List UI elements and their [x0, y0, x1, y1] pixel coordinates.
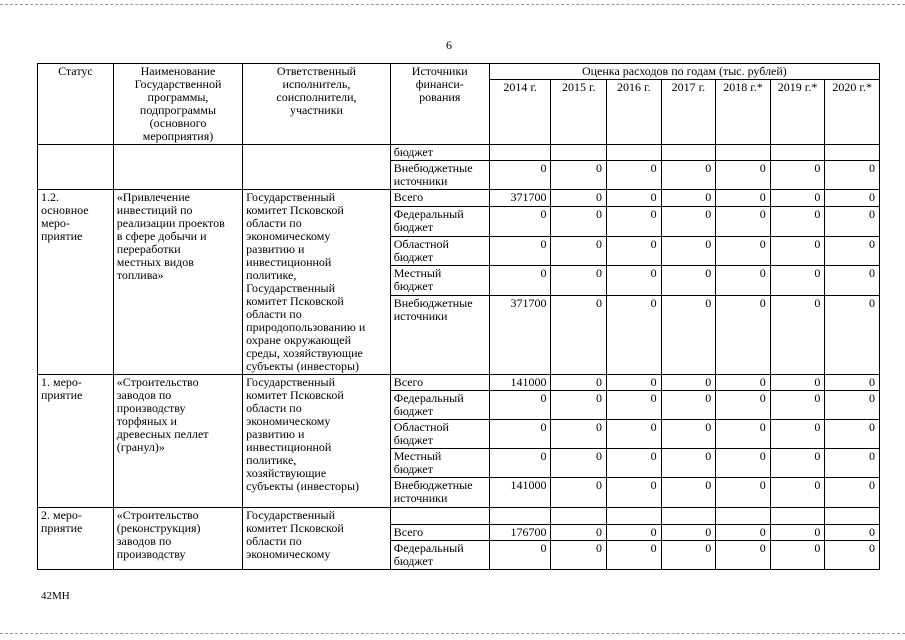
value-cell: 0 — [716, 266, 771, 296]
value-cell — [825, 508, 880, 525]
value-cell: 0 — [716, 161, 771, 190]
value-cell: 176700 — [489, 525, 551, 541]
value-cell: 0 — [551, 296, 607, 375]
source-cell: Всего — [390, 375, 489, 391]
value-cell: 0 — [770, 161, 825, 190]
value-cell: 0 — [607, 375, 662, 391]
value-cell: 0 — [825, 449, 880, 478]
value-cell: 0 — [661, 420, 716, 449]
table-body — [38, 145, 880, 570]
value-cell: 0 — [825, 375, 880, 391]
table-row — [38, 190, 880, 207]
source-cell: Областной бюджет — [390, 420, 489, 449]
value-cell — [661, 145, 716, 161]
status-cell — [38, 145, 114, 190]
value-cell: 0 — [716, 206, 771, 236]
value-cell — [770, 508, 825, 525]
value-cell — [489, 508, 551, 525]
value-cell: 0 — [551, 541, 607, 570]
header-year: 2014 г. — [489, 80, 551, 145]
value-cell: 0 — [489, 266, 551, 296]
value-cell: 0 — [661, 266, 716, 296]
table-header — [38, 64, 880, 145]
source-cell: Областной бюджет — [390, 236, 489, 266]
scan-edge-bottom — [0, 633, 905, 634]
source-cell: Федеральный бюджет — [390, 541, 489, 570]
responsible-cell: Государственный комитет Псковской области по экономическому развитию и инвестиционной политике, хозяйствующие субъекты (инвесторы) — [243, 375, 391, 508]
value-cell: 0 — [551, 236, 607, 266]
name-cell: «Строительство (реконструкция) заводов по производству — [113, 508, 242, 570]
responsible-cell — [243, 145, 391, 190]
value-cell: 141000 — [489, 375, 551, 391]
header-year: 2017 г. — [661, 80, 716, 145]
value-cell: 0 — [825, 266, 880, 296]
value-cell — [607, 145, 662, 161]
value-cell: 0 — [825, 525, 880, 541]
value-cell: 0 — [716, 391, 771, 420]
value-cell — [825, 145, 880, 161]
value-cell — [607, 508, 662, 525]
value-cell: 0 — [551, 420, 607, 449]
source-cell: Всего — [390, 190, 489, 207]
value-cell: 0 — [661, 449, 716, 478]
value-cell: 0 — [489, 391, 551, 420]
value-cell: 0 — [607, 541, 662, 570]
value-cell: 0 — [825, 296, 880, 375]
value-cell: 0 — [770, 296, 825, 375]
value-cell: 0 — [770, 206, 825, 236]
value-cell: 0 — [661, 525, 716, 541]
header-year: 2018 г.* — [716, 80, 771, 145]
value-cell: 0 — [551, 161, 607, 190]
value-cell: 0 — [716, 420, 771, 449]
value-cell: 0 — [661, 391, 716, 420]
table-row — [38, 375, 880, 391]
value-cell: 0 — [661, 375, 716, 391]
value-cell: 0 — [825, 541, 880, 570]
name-cell: «Привлечение инвестиций по реализации проектов в сфере добычи и переработки местных видов топлива» — [113, 190, 242, 375]
value-cell: 0 — [489, 541, 551, 570]
value-cell — [551, 508, 607, 525]
value-cell: 0 — [770, 420, 825, 449]
header-costs: Оценка расходов по годам (тыс. рублей) — [489, 64, 879, 80]
expenses-table — [37, 63, 880, 570]
value-cell: 0 — [716, 541, 771, 570]
header-year: 2020 г.* — [825, 80, 880, 145]
value-cell: 0 — [607, 266, 662, 296]
value-cell: 0 — [607, 206, 662, 236]
source-cell: Местный бюджет — [390, 266, 489, 296]
value-cell — [716, 508, 771, 525]
value-cell: 0 — [607, 161, 662, 190]
status-cell: 2. меро- приятие — [38, 508, 114, 570]
source-cell: Федеральный бюджет — [390, 391, 489, 420]
value-cell: 0 — [551, 206, 607, 236]
value-cell: 0 — [661, 190, 716, 207]
page-number: 6 — [446, 38, 452, 52]
table-row — [38, 145, 880, 161]
source-cell: Внебюджетные источники — [390, 161, 489, 190]
value-cell: 0 — [770, 391, 825, 420]
source-cell: Всего — [390, 525, 489, 541]
value-cell: 0 — [607, 420, 662, 449]
source-cell: Федеральный бюджет — [390, 206, 489, 236]
source-cell — [390, 508, 489, 525]
header-year: 2016 г. — [607, 80, 662, 145]
value-cell: 371700 — [489, 190, 551, 207]
value-cell: 141000 — [489, 478, 551, 508]
value-cell: 0 — [716, 478, 771, 508]
value-cell: 0 — [607, 449, 662, 478]
value-cell: 0 — [661, 236, 716, 266]
value-cell: 0 — [607, 236, 662, 266]
value-cell: 0 — [770, 525, 825, 541]
value-cell: 0 — [825, 420, 880, 449]
value-cell: 0 — [825, 236, 880, 266]
value-cell: 0 — [607, 525, 662, 541]
value-cell: 0 — [716, 375, 771, 391]
value-cell: 0 — [825, 391, 880, 420]
value-cell: 0 — [489, 236, 551, 266]
value-cell — [770, 145, 825, 161]
responsible-cell: Государственный комитет Псковской области по экономическому — [243, 508, 391, 570]
value-cell: 0 — [607, 391, 662, 420]
header-year: 2015 г. — [551, 80, 607, 145]
value-cell: 0 — [716, 190, 771, 207]
value-cell: 0 — [489, 206, 551, 236]
header-sources: Источники финанси- рования — [390, 64, 489, 145]
value-cell: 0 — [825, 161, 880, 190]
value-cell: 0 — [770, 449, 825, 478]
value-cell: 0 — [661, 206, 716, 236]
value-cell: 0 — [661, 161, 716, 190]
value-cell — [551, 145, 607, 161]
header-status: Статус — [38, 64, 114, 145]
value-cell: 0 — [551, 266, 607, 296]
value-cell: 0 — [607, 190, 662, 207]
value-cell: 0 — [661, 541, 716, 570]
header-year: 2019 г.* — [770, 80, 825, 145]
value-cell — [661, 508, 716, 525]
value-cell: 371700 — [489, 296, 551, 375]
value-cell: 0 — [551, 449, 607, 478]
footer-code: 42МН — [41, 590, 70, 602]
source-cell: Внебюджетные источники — [390, 478, 489, 508]
source-cell: Местный бюджет — [390, 449, 489, 478]
value-cell: 0 — [770, 190, 825, 207]
value-cell: 0 — [661, 478, 716, 508]
value-cell: 0 — [551, 391, 607, 420]
value-cell: 0 — [661, 296, 716, 375]
table-row — [38, 508, 880, 525]
source-cell: Внебюджетные источники — [390, 296, 489, 375]
value-cell: 0 — [770, 236, 825, 266]
value-cell: 0 — [716, 449, 771, 478]
value-cell: 0 — [489, 449, 551, 478]
value-cell: 0 — [489, 420, 551, 449]
name-cell: «Строительство заводов по производству торфяных и древесных пеллет (гранул)» — [113, 375, 242, 508]
value-cell: 0 — [607, 296, 662, 375]
value-cell: 0 — [825, 190, 880, 207]
value-cell: 0 — [825, 206, 880, 236]
value-cell: 0 — [770, 541, 825, 570]
responsible-cell: Государственный комитет Псковской области по экономическому развитию и инвестиционной политике, Государственный комитет Псковской области по природопользованию и охране окружающей среды, хозяйствующие субъекты (инвесторы) — [243, 190, 391, 375]
status-cell: 1. меро- приятие — [38, 375, 114, 508]
header-name: Наименование Государственной программы, подпрограммы (основного мероприятия) — [113, 64, 242, 145]
value-cell: 0 — [825, 478, 880, 508]
value-cell: 0 — [770, 266, 825, 296]
value-cell: 0 — [607, 478, 662, 508]
value-cell: 0 — [551, 190, 607, 207]
value-cell: 0 — [770, 375, 825, 391]
value-cell: 0 — [489, 161, 551, 190]
value-cell: 0 — [716, 525, 771, 541]
value-cell — [489, 145, 551, 161]
value-cell: 0 — [716, 236, 771, 266]
value-cell: 0 — [551, 478, 607, 508]
value-cell: 0 — [551, 525, 607, 541]
value-cell: 0 — [551, 375, 607, 391]
value-cell — [716, 145, 771, 161]
source-cell: бюджет — [390, 145, 489, 161]
status-cell: 1.2. основное меро- приятие — [38, 190, 114, 375]
value-cell: 0 — [716, 296, 771, 375]
scan-edge-top — [0, 4, 905, 5]
value-cell: 0 — [770, 478, 825, 508]
header-responsible: Ответственный исполнитель, соисполнители, участники — [243, 64, 391, 145]
name-cell — [113, 145, 242, 190]
